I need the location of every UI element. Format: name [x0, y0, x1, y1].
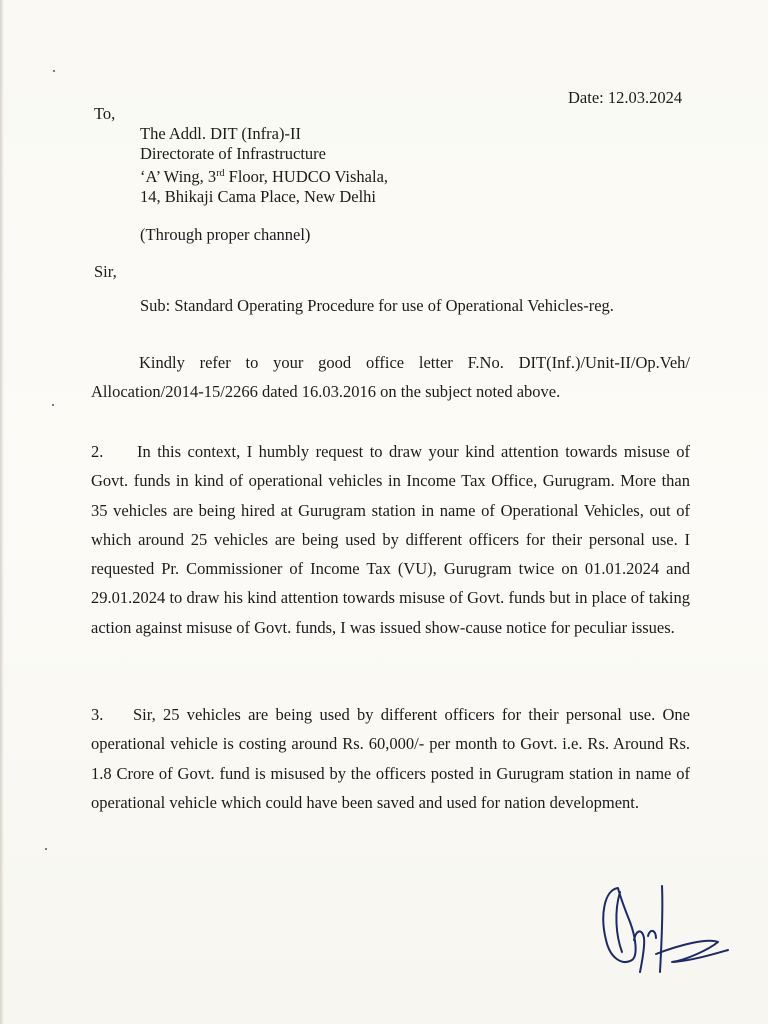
paragraph-1: Kindly refer to your good office letter F.No. DIT(Inf.)/Unit-II/Op.Veh/ Allocation/2014-15/2266 dated 16.03.2016 on the subject noted above.	[91, 353, 690, 402]
address-line-4: 14, Bhikaji Cama Place, New Delhi	[140, 187, 376, 206]
recipient-address	[140, 124, 388, 207]
paragraph-2-number: 2.	[91, 442, 104, 461]
handwritten-signature	[590, 876, 740, 986]
address-line-3-sup: rd	[216, 168, 225, 179]
letter-date: Date: 12.03.2024	[568, 88, 683, 107]
paragraph-2-text: In this context, I humbly request to draw your kind attention towards misuse of Govt. funds in kind of operational vehicles in Income Tax Office, Gurugram. More than 35 vehicles are being hired at Gurugram station in name of Operational Vehicles, out of which around 25 vehicles are being used by different officers for their personal use. I requested Pr. Commissioner of Income Tax (VU), Gurugram twice on 01.01.2024 and 29.01.2024 to draw his kind attention towards misuse of Govt. funds but in place of taking action against misuse of Govt. funds, I was issued show-cause notice for peculiar issues.	[91, 442, 690, 637]
address-line-1: The Addl. DIT (Infra)-II	[140, 124, 301, 143]
page-speck	[45, 848, 47, 850]
address-line-3-post: Floor, HUDCO Vishala,	[224, 167, 389, 186]
address-line-3	[140, 164, 388, 187]
paragraph-3	[91, 700, 690, 817]
through-channel: (Through proper channel)	[140, 225, 311, 244]
salutation: Sir,	[94, 262, 117, 281]
subject-line: Sub: Standard Operating Procedure for use of Operational Vehicles-reg.	[140, 296, 614, 315]
page-speck	[53, 70, 55, 72]
address-line-2: Directorate of Infrastructure	[140, 144, 326, 163]
paragraph-2	[91, 437, 690, 642]
page-speck	[52, 404, 54, 406]
paragraph-3-number: 3.	[91, 705, 104, 724]
address-line-3-pre: ‘A’ Wing, 3	[140, 167, 217, 186]
paragraph-3-text: Sir, 25 vehicles are being used by different officers for their personal use. One operational vehicle is costing around Rs. 60,000/- per month to Govt. i.e. Rs. Around Rs. 1.8 Crore of Govt. fund is misused by the officers posted in Gurugram station in name of operational vehicle which could have been saved and used for nation development.	[91, 705, 690, 812]
recipient-to-label: To,	[94, 104, 116, 123]
